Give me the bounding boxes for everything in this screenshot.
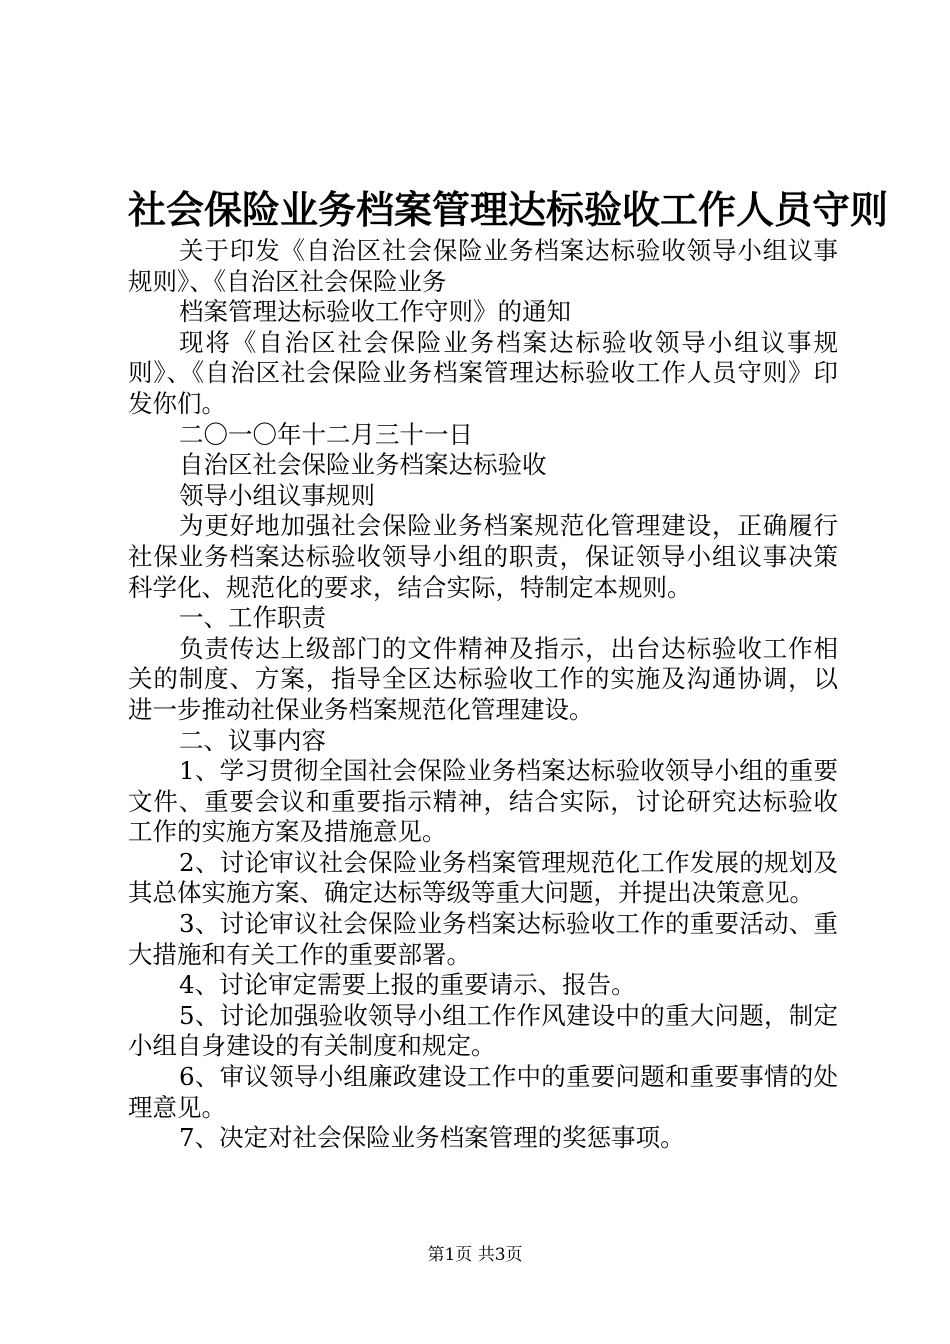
list-item: 4、讨论审定需要上报的重要请示、报告。 [179, 970, 636, 1000]
section-heading: 二、议事内容 [179, 725, 326, 755]
list-item: 3、讨论审议社会保险业务档案达标验收工作的重要活动、重大措施和有关工作的重要部署。 [128, 909, 838, 969]
document-body [128, 236, 838, 1154]
paragraph: 为更好地加强社会保险业务档案规范化管理建设，正确履行社保业务档案达标验收领导小组的职责，保证领导小组议事决策科学化、规范化的要求，结合实际，特制定本规则。 [128, 511, 838, 602]
list-item: 2、讨论审议社会保险业务档案管理规范化工作发展的规划及其总体实施方案、确定达标等级等重大问题，并提出决策意见。 [128, 847, 838, 908]
paragraph: 负责传达上级部门的文件精神及指示，出台达标验收工作相关的制度、方案，指导全区达标验收工作的实施及沟通协调，以进一步推动社保业务档案规范化管理建设。 [128, 633, 838, 724]
list-item: 5、讨论加强验收领导小组工作作风建设中的重大问题，制定小组自身建设的有关制度和规定。 [128, 1000, 838, 1061]
paragraph: 关于印发《自治区社会保险业务档案达标验收领导小组议事规则》、《自治区社会保险业务 [128, 236, 838, 296]
document-title: 社会保险业务档案管理达标验收工作人员守则 [128, 187, 889, 232]
paragraph: 现将《自治区社会保险业务档案达标验收领导小组议事规则》、《自治区社会保险业务档案管理达标验收工作人员守则》印发你们。 [128, 327, 838, 418]
list-item: 6、审议领导小组廉政建设工作中的重要问题和重要事情的处理意见。 [128, 1062, 838, 1122]
section-heading: 一、工作职责 [179, 603, 326, 633]
paragraph: 二〇一〇年十二月三十一日 [179, 419, 473, 449]
list-item: 7、决定对社会保险业务档案管理的奖惩事项。 [179, 1123, 685, 1153]
paragraph: 领导小组议事规则 [179, 480, 375, 510]
paragraph: 档案管理达标验收工作守则》的通知 [179, 297, 571, 327]
list-item: 1、学习贯彻全国社会保险业务档案达标验收领导小组的重要文件、重要会议和重要指示精神，结合实际，讨论研究达标验收工作的实施方案及措施意见。 [128, 756, 838, 847]
page-footer: 第1页 共3页 [427, 1245, 523, 1265]
paragraph: 自治区社会保险业务档案达标验收 [179, 450, 547, 480]
